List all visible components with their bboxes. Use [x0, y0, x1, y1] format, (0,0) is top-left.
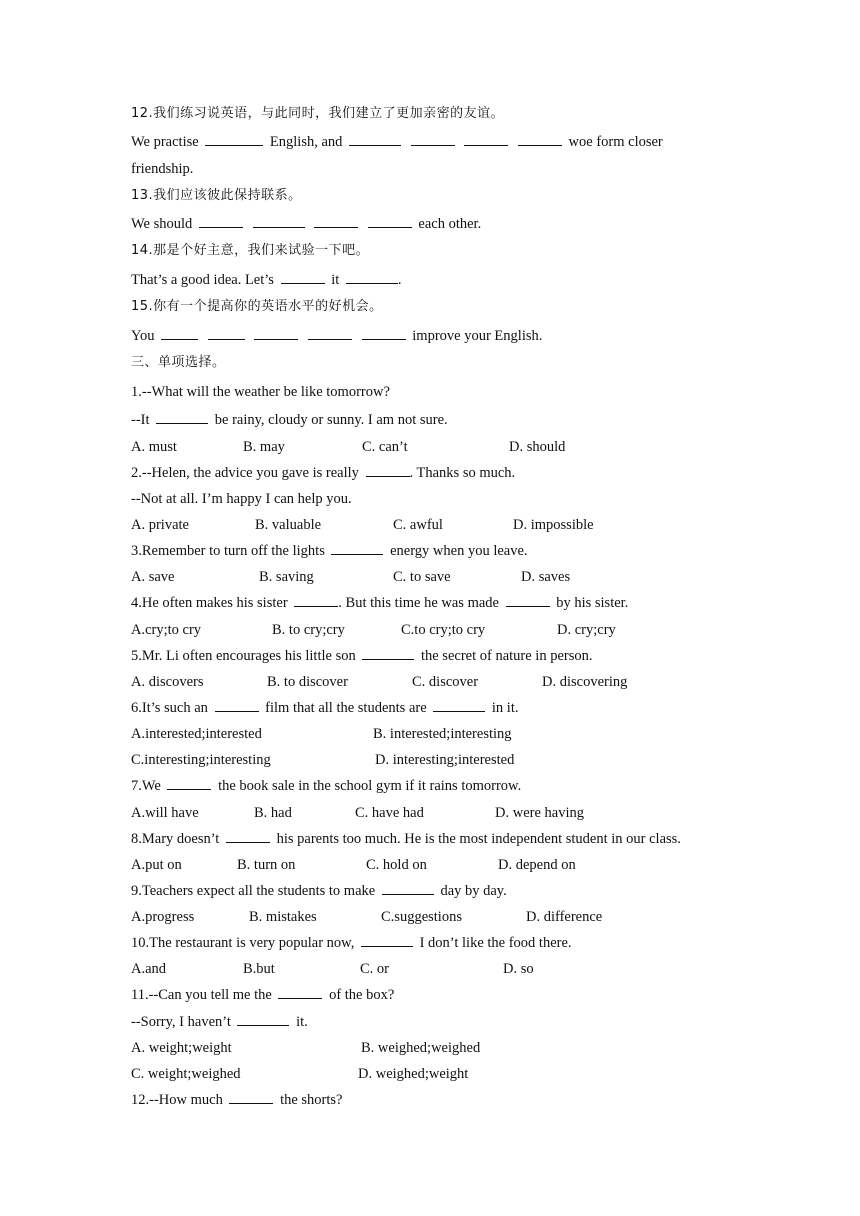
sentence-text: 12.--How much	[131, 1092, 223, 1108]
sentence-text: You	[131, 328, 155, 344]
question-2-stem	[131, 464, 515, 482]
question-1-option-d[interactable]: D. should	[509, 439, 566, 455]
answer-blank[interactable]	[506, 594, 550, 607]
question-1-option-b[interactable]: B. may	[243, 439, 285, 455]
sentence-text: That’s a good idea. Let’s	[131, 272, 274, 288]
answer-blank[interactable]	[314, 215, 358, 228]
answer-blank[interactable]	[308, 327, 352, 340]
question-8-option-b[interactable]: B. turn on	[237, 857, 296, 873]
question-8-option-a[interactable]: A.put on	[131, 857, 182, 873]
sentence-text: 8.Mary doesn’t	[131, 831, 220, 847]
sentence-text: . Thanks so much.	[409, 465, 516, 481]
question-5-option-a[interactable]: A. discovers	[131, 674, 204, 690]
question-6-option-d[interactable]: D. interesting;interested	[375, 752, 515, 768]
question-10-option-c[interactable]: C. or	[360, 961, 389, 977]
sentence-text: of the box?	[329, 987, 395, 1003]
answer-blank[interactable]	[433, 699, 485, 712]
question-6-option-c[interactable]: C.interesting;interesting	[131, 752, 271, 768]
question-6-option-b[interactable]: B. interested;interesting	[373, 726, 512, 742]
question-10-option-b[interactable]: B.but	[243, 961, 275, 977]
question-3-option-b[interactable]: B. saving	[259, 569, 314, 585]
sentence-text: 7.We	[131, 778, 161, 794]
answer-blank[interactable]	[208, 327, 245, 340]
answer-blank[interactable]	[362, 647, 414, 660]
sentence-text: . But this time he was made	[338, 595, 499, 611]
sentence-text: energy when you leave.	[390, 543, 528, 559]
question-5-option-b[interactable]: B. to discover	[267, 674, 348, 690]
question-7-option-d[interactable]: D. were having	[495, 805, 584, 821]
question-5-option-c[interactable]: C. discover	[412, 674, 479, 690]
sentence-text: .	[397, 272, 402, 288]
answer-blank[interactable]	[215, 699, 259, 712]
question-1-option-a[interactable]: A. must	[131, 439, 177, 455]
question-2-option-b[interactable]: B. valuable	[255, 517, 322, 533]
question-8-option-c[interactable]: C. hold on	[366, 857, 427, 873]
answer-blank[interactable]	[167, 777, 211, 790]
sentence-text: be rainy, cloudy or sunny. I am not sure.	[214, 412, 448, 428]
answer-blank[interactable]	[346, 271, 398, 284]
translation-item-15-chinese: 15.你有一个提高你的英语水平的好机会。	[131, 299, 383, 314]
answer-blank[interactable]	[411, 133, 455, 146]
answer-blank[interactable]	[349, 133, 401, 146]
answer-blank[interactable]	[253, 215, 305, 228]
question-1-stem-cont	[131, 411, 448, 429]
question-1-stem: 1.--What will the weather be like tomorrow?	[131, 384, 390, 400]
sentence-text: --It	[131, 412, 150, 428]
sentence-text: by his sister.	[556, 595, 629, 611]
answer-blank[interactable]	[199, 215, 243, 228]
question-3-option-a[interactable]: A. save	[131, 569, 175, 585]
question-2-option-a[interactable]: A. private	[131, 517, 189, 533]
section-heading: 三、单项选择。	[131, 355, 226, 370]
answer-blank[interactable]	[366, 464, 410, 477]
question-11-stem-cont	[131, 1013, 308, 1031]
question-10-option-a[interactable]: A.and	[131, 961, 167, 977]
answer-blank[interactable]	[361, 934, 413, 947]
answer-blank[interactable]	[518, 133, 562, 146]
sentence-text: his parents too much. He is the most independent student in our class.	[276, 831, 681, 847]
question-2-option-c[interactable]: C. awful	[393, 517, 443, 533]
sentence-text: 4.He often makes his sister	[131, 595, 288, 611]
sentence-text: day by day.	[440, 883, 507, 899]
question-7-stem	[131, 777, 521, 795]
sentence-text: woe form closer	[568, 134, 663, 150]
question-4-option-c[interactable]: C.to cry;to cry	[401, 622, 486, 638]
answer-blank[interactable]	[161, 327, 198, 340]
sentence-text: it.	[296, 1014, 308, 1030]
question-11-stem	[131, 986, 394, 1004]
answer-blank[interactable]	[205, 133, 263, 146]
sentence-text: in it.	[491, 700, 519, 716]
sentence-text: 3.Remember to turn off the lights	[131, 543, 325, 559]
question-7-option-a[interactable]: A.will have	[131, 805, 199, 821]
answer-blank[interactable]	[226, 830, 270, 843]
answer-blank[interactable]	[237, 1013, 289, 1026]
sentence-text: 10.The restaurant is very popular now,	[131, 935, 355, 951]
sentence-text: We should	[131, 216, 193, 232]
sentence-text: the secret of nature in person.	[420, 648, 593, 664]
question-9-stem	[131, 882, 507, 900]
question-4-option-d[interactable]: D. cry;cry	[557, 622, 616, 638]
sentence-text: 9.Teachers expect all the students to make	[131, 883, 376, 899]
sentence-text: English, and	[269, 134, 343, 150]
question-12-stem	[131, 1091, 343, 1109]
question-9-option-c[interactable]: C.suggestions	[381, 909, 462, 925]
answer-blank[interactable]	[294, 594, 338, 607]
question-4-stem	[131, 594, 628, 612]
sentence-text: We practise	[131, 134, 199, 150]
question-11-option-a[interactable]: A. weight;weight	[131, 1040, 232, 1056]
sentence-text: 11.--Can you tell me the	[131, 987, 272, 1003]
translation-item-12-english-cont: friendship.	[131, 161, 194, 177]
sentence-text: film that all the students are	[265, 700, 427, 716]
question-11-option-c[interactable]: C. weight;weighed	[131, 1066, 241, 1082]
question-3-option-c[interactable]: C. to save	[393, 569, 451, 585]
question-3-option-d[interactable]: D. saves	[521, 569, 571, 585]
question-10-option-d[interactable]: D. so	[503, 961, 534, 977]
translation-item-14-english	[131, 271, 402, 289]
question-9-option-b[interactable]: B. mistakes	[249, 909, 317, 925]
answer-blank[interactable]	[362, 327, 406, 340]
answer-blank[interactable]	[278, 986, 322, 999]
question-4-option-a[interactable]: A.cry;to cry	[131, 622, 202, 638]
sentence-text: the book sale in the school gym if it rains tomorrow.	[218, 778, 522, 794]
translation-item-14-chinese: 14.那是个好主意，我们来试验一下吧。	[131, 243, 370, 258]
answer-blank[interactable]	[331, 542, 383, 555]
question-2-stem-cont: --Not at all. I’m happy I can help you.	[131, 491, 352, 507]
translation-item-12-chinese: 12.我们练习说英语，与此同时，我们建立了更加亲密的友谊。	[131, 106, 505, 121]
translation-item-13-english	[131, 215, 481, 233]
question-6-stem	[131, 699, 518, 717]
answer-blank[interactable]	[368, 215, 412, 228]
question-5-stem	[131, 647, 592, 665]
question-9-option-a[interactable]: A.progress	[131, 909, 195, 925]
question-4-option-b[interactable]: B. to cry;cry	[272, 622, 345, 638]
sentence-text: each other.	[418, 216, 482, 232]
question-10-stem	[131, 934, 572, 952]
question-11-option-d[interactable]: D. weighed;weight	[358, 1066, 469, 1082]
translation-item-15-english	[131, 327, 542, 345]
answer-blank[interactable]	[382, 882, 434, 895]
answer-blank[interactable]	[254, 327, 298, 340]
question-7-option-c[interactable]: C. have had	[355, 805, 424, 821]
question-8-stem	[131, 830, 681, 848]
question-7-option-b[interactable]: B. had	[254, 805, 292, 821]
sentence-text: 6.It’s such an	[131, 700, 208, 716]
sentence-text: improve your English.	[412, 328, 543, 344]
translation-item-13-chinese: 13.我们应该彼此保持联系。	[131, 188, 302, 203]
sentence-text: 5.Mr. Li often encourages his little son	[131, 648, 356, 664]
sentence-text: the shorts?	[280, 1092, 343, 1108]
sentence-text: --Sorry, I haven’t	[131, 1014, 231, 1030]
question-5-option-d[interactable]: D. discovering	[542, 674, 628, 690]
answer-blank[interactable]	[229, 1091, 273, 1104]
question-2-option-d[interactable]: D. impossible	[513, 517, 594, 533]
sentence-text: I don’t like the food there.	[419, 935, 572, 951]
answer-blank[interactable]	[464, 133, 508, 146]
question-9-option-d[interactable]: D. difference	[526, 909, 603, 925]
translation-item-12-english	[131, 133, 663, 151]
question-11-option-b[interactable]: B. weighed;weighed	[361, 1040, 481, 1056]
answer-blank[interactable]	[156, 411, 208, 424]
question-8-option-d[interactable]: D. depend on	[498, 857, 576, 873]
question-3-stem	[131, 542, 528, 560]
sentence-text: it	[331, 272, 340, 288]
question-6-option-a[interactable]: A.interested;interested	[131, 726, 262, 742]
question-1-option-c[interactable]: C. can’t	[362, 439, 408, 455]
sentence-text: 2.--Helen, the advice you gave is really	[131, 465, 359, 481]
answer-blank[interactable]	[281, 271, 325, 284]
